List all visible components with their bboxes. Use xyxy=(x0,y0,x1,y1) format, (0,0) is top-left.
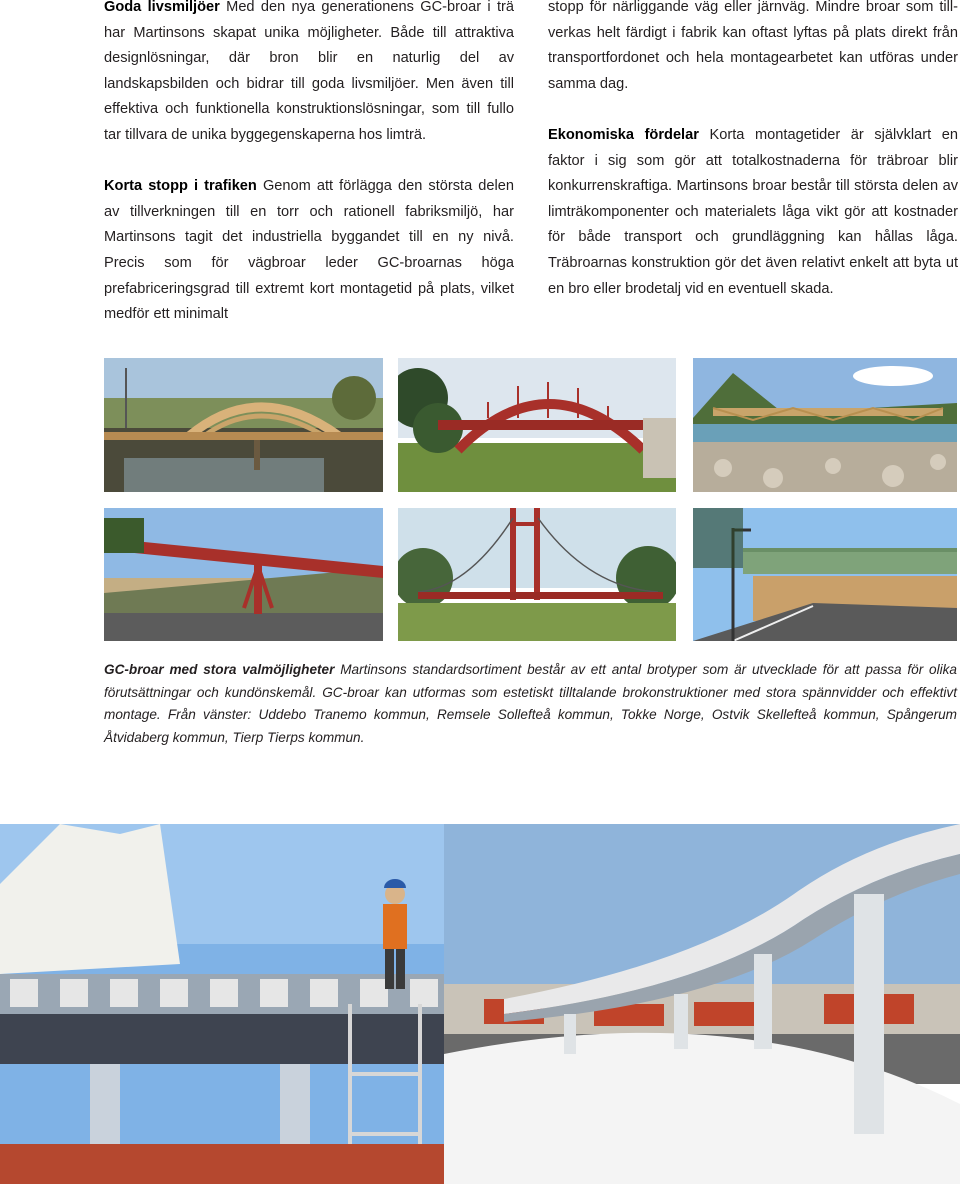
curved-walkway-bridge-icon xyxy=(444,824,960,1184)
photo-remsele-bridge xyxy=(398,358,676,492)
caption-text: Martinsons standardsortiment består av ett antal brotyper som är utvecklade för att passa för olika förutsättningar och kundönskemål. GC-broar kan utformas som estetiskt tilltalande brokonstruktioner med stora spännvidder och effektivt montage. Från vänster: Uddebo Tranemo kommun, Remsele Sollefteå kommun, Tokke Norge, Ostvik Skellefteå kommun, Spångerum Åtvidaberg kommun, Tierp Tierps kommun. xyxy=(104,662,957,745)
photo-elevated-walkway xyxy=(444,824,960,1184)
text-ekonomiska-fordelar: Korta montagetider är självklart en faktor i sig som gör att totalkostnaderna för träbroar blir konkurrenskraftiga. Martinsons broar består till största delen av limträkomponenter och materialets låga vikt gör att kostnader för både transport och grundläggning kan hållas låga. Träbroarnas konstruktion gör det även relativt enkelt att byta ut en bro eller brodetalj vid en eventuell skada. xyxy=(548,126,958,297)
red-suspension-bridge-icon xyxy=(398,508,676,641)
text-goda-livsmiljoer: Med den nya generationens GC-broar i trä har Martinsons skapat unika möjligheter. Både till attraktiva designlösningar, där bron blir en naturlig del av landskapsbilden och bidrar till goda livsmiljöer. Men även till effektiva och funktionella konstruktionslösningar, som till fullo tar tillvara de unika byggegenskaperna hos limträ. xyxy=(104,0,514,143)
paragraph-korta-stopp xyxy=(104,174,514,328)
arched-timber-bridge-icon xyxy=(104,358,383,492)
heading-goda-livsmiljoer: Goda livsmiljöer xyxy=(104,0,220,15)
photo-uddebo-bridge xyxy=(104,358,383,492)
red-beam-bridge-icon xyxy=(104,508,383,641)
caption-heading: GC-broar med stora valmöjligheter xyxy=(104,662,335,677)
red-arch-bridge-icon xyxy=(398,358,676,492)
text-continuation: stopp för närliggande väg eller järnväg. Mindre broar som till-verkas helt färdigt i fabrik kan oftast lyftas på plats direkt från transportfordonet och hela montagearbetet kan utföras under samma dag. xyxy=(548,0,958,92)
text-korta-stopp: Genom att förlägga den största delen av tillverkningen till en torr och rationell fabriksmiljö, har Martinsons tagit det industriella byggandet till en ny nivå. Precis som för vägbroar leder GC-broarnas höga prefabriceringsgrad till extremt kort montagetid på plats, vilket medför ett minimalt xyxy=(104,178,515,323)
green-girder-bridge-icon xyxy=(693,508,957,641)
heading-korta-stopp: Korta stopp i trafiken xyxy=(104,178,257,195)
right-text-column xyxy=(548,0,958,328)
photo-spangerum-bridge xyxy=(398,508,676,641)
photo-caption xyxy=(104,659,957,749)
left-text-column xyxy=(104,0,514,353)
paragraph-goda-livsmiljoer xyxy=(104,0,514,149)
photo-tierp-bridge xyxy=(693,508,957,641)
truss-bridge-over-river-icon xyxy=(693,358,957,492)
photo-construction-worker xyxy=(0,824,444,1184)
paragraph-ekonomiska-fordelar xyxy=(548,123,958,302)
photo-tokke-bridge xyxy=(693,358,957,492)
heading-ekonomiska-fordelar: Ekonomiska fördelar xyxy=(548,126,699,143)
photo-ostvik-bridge xyxy=(104,508,383,641)
paragraph-continuation xyxy=(548,0,958,97)
worker-on-bridge-icon xyxy=(0,824,444,1184)
